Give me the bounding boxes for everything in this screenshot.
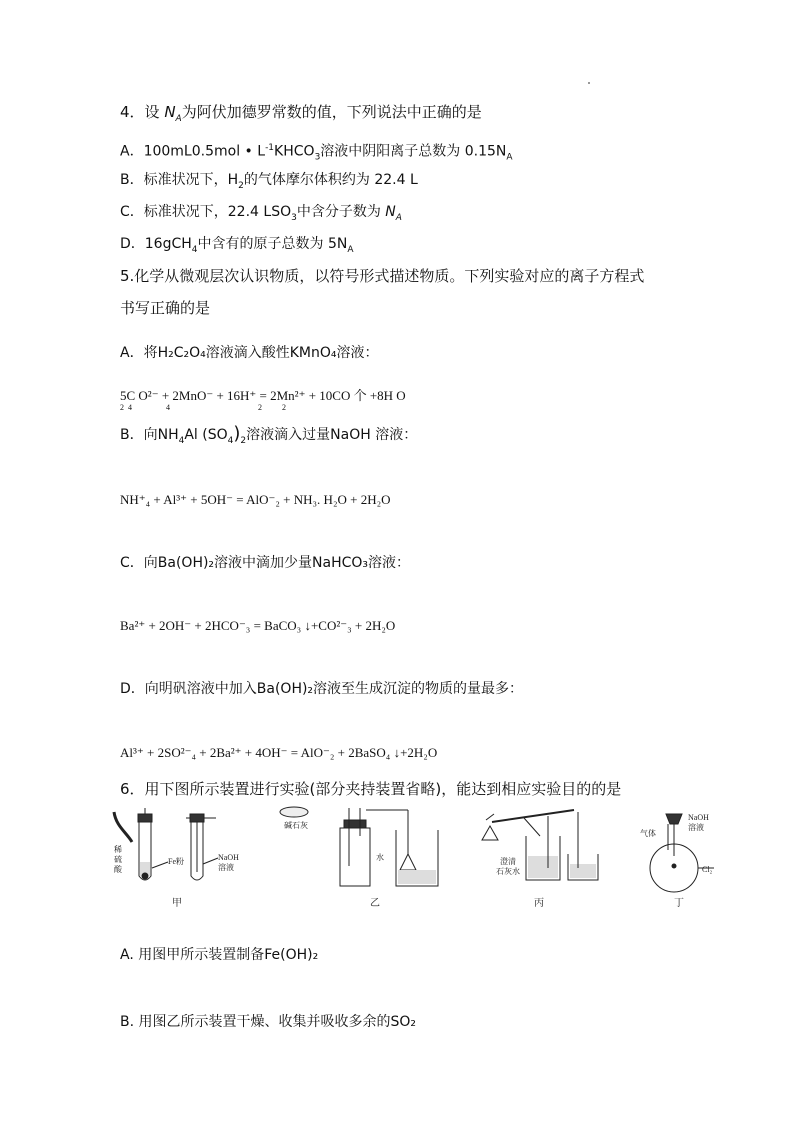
q6-option-b: B. 用图乙所示装置干燥、收集并吸收多余的SO₂ <box>120 1014 417 1030</box>
label-dilute-acid-2: 硫 <box>114 855 122 864</box>
q5-option-d-equation: Al³⁺ + 2SO²⁻₄ + 2Ba²⁺ + 4OH⁻ = AlO⁻₂ + 2BaSO₄ ↓+2H₂O <box>120 745 438 760</box>
apparatus-yi <box>280 807 438 886</box>
caption-ding: 丁 <box>674 898 684 909</box>
q5-option-a-label: A．将H₂C₂O₄溶液滴入酸性KMnO₄溶液： <box>120 345 379 361</box>
q5-stem-line2: 书写正确的是 <box>120 299 211 317</box>
label-soda-lime: 碱石灰 <box>284 821 308 830</box>
label-fe-powder: Fe粉 <box>168 857 184 866</box>
label-gas: 气体 <box>640 829 656 838</box>
label-dilute-acid-1: 稀 <box>114 845 122 854</box>
label-cl2: Cl₂ <box>702 865 713 874</box>
q6-option-a: A. 用图甲所示装置制备Fe(OH)₂ <box>120 947 319 963</box>
q5-option-a-equation-subscripts: 2 4 4 2 2 <box>120 403 286 412</box>
page-mark <box>588 82 590 84</box>
q4-option-b: B．标准状况下，$H_2$的气体摩尔体积约为 22.4 L <box>120 172 418 191</box>
caption-jia: 甲 <box>172 898 182 909</box>
label-limewater-1: 澄清 <box>500 857 516 866</box>
caption-yi: 乙 <box>370 898 380 909</box>
label-water: 水 <box>376 853 384 862</box>
q5-option-c-label: C．向Ba(OH)₂溶液中滴加少量NaHCO₃溶液： <box>120 555 411 571</box>
label-naoh-d1: NaOH <box>688 813 709 822</box>
label-naoh-2: 溶液 <box>218 863 234 872</box>
q5-option-b-equation: NH⁺₄ + Al³⁺ + 5OH⁻ = AlO⁻₂ + NH₃. H₂O + 2H₂O <box>120 492 391 507</box>
q6-stem: 6．用下图所示装置进行实验(部分夹持装置省略)，能达到相应实验目的的是 <box>120 780 622 798</box>
q4-stem: 4．设 $N_A$为阿伏加德罗常数的值，下列说法中正确的是 <box>120 103 482 124</box>
apparatus-ding <box>650 814 714 892</box>
q4-option-d: D．16gCH$_4$中含有的原子总数为 $5N_A$ <box>120 236 354 255</box>
q5-option-c-equation: Ba²⁺ + 2OH⁻ + 2HCO⁻₃ = BaCO₃ ↓+CO²⁻₃ + 2H₂O <box>120 618 396 633</box>
q4-option-c: C．标准状况下，22.4 $LSO_3$中含分子数为 $N_A$ <box>120 204 402 223</box>
q6-apparatus-figure <box>108 806 728 912</box>
q4-option-a: A．100mL0.5mol • $L^{-1}KHCO_3$溶液中阴阳离子总数为 $0.15N_A$ <box>120 143 513 163</box>
label-naoh-1: NaOH <box>218 853 239 862</box>
label-naoh-d2: 溶液 <box>688 823 704 832</box>
q5-stem-line1: 5.化学从微观层次认识物质，以符号形式描述物质。下列实验对应的离子方程式 <box>120 267 645 285</box>
label-dilute-acid-3: 酸 <box>114 865 122 874</box>
caption-bing: 丙 <box>534 898 544 909</box>
q5-option-b-label: B．向$NH_4Al$ $(SO_4)_2$溶液滴入过量NaOH 溶液： <box>120 423 418 446</box>
q5-option-a-equation: 5C O²⁻ + 2MnO⁻ + 16H⁺ = 2Mn²⁺ + 10CO 个 +8H O <box>120 388 406 403</box>
apparatus-jia <box>114 808 218 880</box>
label-limewater-2: 石灰水 <box>496 867 520 876</box>
q5-option-d-label: D．向明矾溶液中加入Ba(OH)₂溶液至生成沉淀的物质的量最多： <box>120 681 524 697</box>
